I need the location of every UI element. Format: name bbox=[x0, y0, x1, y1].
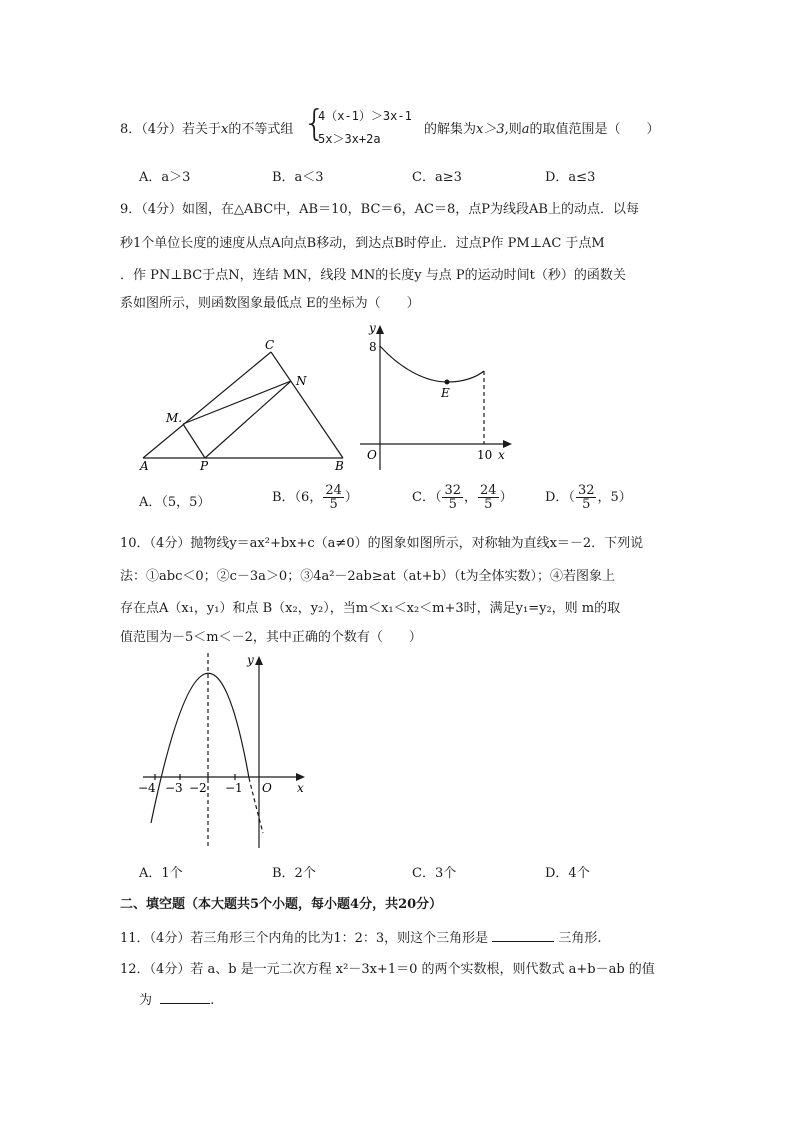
tick-label-m4: −4 bbox=[138, 781, 156, 795]
y-axis-arrow bbox=[376, 325, 384, 334]
q9-option-c[interactable] bbox=[412, 484, 513, 511]
label-c: C bbox=[265, 338, 275, 352]
parabola-dashed bbox=[249, 778, 263, 833]
q12-answer-blank[interactable] bbox=[160, 991, 210, 1004]
q9-line-2: 秒1个单位长度的速度从点A向点B移动，到达点B时停止．过点P作 PM⊥AC 于点M bbox=[120, 236, 605, 251]
tick-label-m1: −1 bbox=[225, 781, 243, 795]
q10-option-a[interactable]: A．1个 bbox=[139, 866, 183, 881]
q9-option-c-fraction-1 bbox=[442, 484, 463, 511]
q9-option-a[interactable]: A．（5，5） bbox=[139, 495, 211, 510]
label-a: A bbox=[140, 459, 149, 473]
q8-inequality-2: 5x＞3x+2a bbox=[318, 132, 381, 146]
q8-brace: { bbox=[303, 103, 326, 144]
fraction-numerator: 32 bbox=[444, 483, 461, 498]
q11-prefix: 11．（4分）若三角形三个内角的比为1：2：3，则这个三角形是 bbox=[120, 931, 489, 946]
graph-label-8: 8 bbox=[369, 340, 377, 354]
graph-label-x: x bbox=[297, 781, 304, 795]
q8-mid: 的不等式组 bbox=[228, 122, 294, 137]
graph-label-o: O bbox=[367, 448, 377, 462]
q9-option-d-fraction bbox=[576, 484, 597, 511]
q9-option-c-sep: ， bbox=[464, 490, 478, 505]
q9-option-b-fraction bbox=[323, 484, 344, 511]
graph-label-e: E bbox=[441, 386, 450, 400]
q8-stem-tail bbox=[424, 118, 660, 137]
q10-line-4: 值范围为－5＜m＜－2，其中正确的个数有（ ） bbox=[120, 630, 422, 645]
tick-label-m2: −2 bbox=[189, 781, 207, 795]
q10-option-c[interactable]: C．3个 bbox=[412, 866, 457, 881]
q9-line-4: 系如图所示，则函数图象最低点 E的坐标为（ ） bbox=[120, 296, 420, 311]
q9-option-b[interactable] bbox=[272, 484, 358, 511]
fraction-denominator: 5 bbox=[329, 497, 338, 512]
segment-mn bbox=[183, 381, 291, 424]
fraction-numerator: 24 bbox=[480, 483, 497, 498]
q10-line-3: 存在点A（x₁，y₁）和点 B（x₂，y₂），当m＜x₁＜x₂＜m+3时，满足y₁=y₂，则 m的取 bbox=[120, 601, 621, 616]
q8-option-b[interactable]: B．a＜3 bbox=[272, 170, 324, 185]
fraction-numerator: 32 bbox=[577, 483, 595, 498]
q8-var-a: a bbox=[521, 122, 530, 137]
q8-inequality-1: 4（x-1）＞3x-1 bbox=[318, 109, 412, 123]
q9-option-c-fraction-2 bbox=[478, 484, 499, 511]
q9-line-1: 9．（4分）如图，在△ABC中，AB＝10，BC＝6，AC＝8，点P为线段AB上的动点．以每 bbox=[120, 202, 639, 217]
q8-option-a[interactable]: A．a＞3 bbox=[139, 170, 191, 185]
y-axis-arrow bbox=[255, 656, 263, 665]
q8-suffix-b: ,则 bbox=[504, 122, 522, 137]
q8-prefix: 8．（4分）若关于 bbox=[120, 122, 222, 137]
q8-suffix-c: 的取值范围是（ ） bbox=[529, 122, 660, 137]
q9-triangle-figure bbox=[130, 335, 360, 475]
q9-option-d-suffix: ，5） bbox=[597, 490, 632, 505]
parabola-solid bbox=[151, 673, 249, 823]
q8-option-c[interactable]: C．a≥3 bbox=[412, 170, 462, 185]
q12-line-2 bbox=[139, 989, 214, 1008]
segment-pm bbox=[183, 424, 205, 458]
graph-label-y: y bbox=[247, 653, 254, 667]
q8-suffix-a: 的解集为 bbox=[424, 122, 477, 137]
label-m: M. bbox=[166, 411, 183, 425]
mn-length-curve bbox=[380, 346, 484, 382]
q9-line-3: ．作 PN⊥BC于点N，连结 MN，线段 MN的长度y 与点 P的运动时间t（秒）的函数关 bbox=[120, 268, 626, 283]
q10-option-d[interactable]: D．4个 bbox=[545, 866, 590, 881]
point-e bbox=[445, 380, 450, 385]
segment-pn bbox=[205, 381, 291, 458]
x-axis-arrow bbox=[296, 773, 305, 781]
q9-option-b-suffix: ） bbox=[344, 490, 358, 505]
q9-option-d[interactable] bbox=[545, 484, 632, 511]
fraction-denominator: 5 bbox=[448, 497, 457, 512]
q9-option-b-prefix: B．（6， bbox=[272, 490, 323, 505]
graph-label-y: y bbox=[369, 321, 376, 335]
q11-stem bbox=[120, 927, 602, 946]
q10-line-1: 10．（4分）抛物线y＝ax²+bx+c（a≠0）的图象如图所示，对称轴为直线x＝－2．下列说 bbox=[120, 536, 644, 551]
q9-option-d-prefix: D．（ bbox=[545, 490, 575, 505]
q9-option-c-suffix: ） bbox=[499, 490, 513, 505]
q8-var-x: x bbox=[221, 122, 229, 137]
q8-option-d[interactable]: D．a≤3 bbox=[545, 170, 596, 185]
q11-suffix: 三角形. bbox=[558, 931, 602, 946]
section-2-title: 二、填空题（本大题共5个小题，每小题4分，共20分） bbox=[120, 897, 443, 912]
q11-answer-blank[interactable] bbox=[492, 929, 554, 942]
q9-option-c-prefix: C．（ bbox=[412, 490, 442, 505]
q12-line2-suffix: . bbox=[210, 993, 215, 1008]
tick-label-m3: −3 bbox=[165, 781, 183, 795]
label-p: P bbox=[200, 459, 209, 473]
segment-bc bbox=[271, 352, 343, 458]
segment-ac bbox=[143, 352, 271, 458]
graph-label-o: O bbox=[262, 781, 272, 795]
label-b: B bbox=[335, 459, 344, 473]
x-axis-arrow bbox=[503, 440, 512, 448]
fraction-numerator: 24 bbox=[325, 483, 342, 498]
q10-parabola-graph bbox=[135, 648, 315, 853]
q9-function-graph bbox=[355, 320, 520, 470]
q12-line2-prefix: 为 bbox=[139, 993, 153, 1008]
fraction-denominator: 5 bbox=[484, 497, 493, 512]
fraction-denominator: 5 bbox=[582, 497, 591, 512]
q10-line-2: 法：①abc＜0；②c－3a＞0；③4a²－2ab≥at（at+b）（t为全体实数）；④若图象上 bbox=[120, 569, 616, 584]
q10-option-b[interactable]: B．2个 bbox=[272, 866, 316, 881]
label-n: N bbox=[296, 374, 307, 388]
q8-stem bbox=[120, 118, 293, 137]
q12-line-1: 12．（4分）若 a、b 是一元二次方程 x²－3x+1＝0 的两个实数根，则代数式 a+b－ab 的值 bbox=[120, 962, 655, 977]
graph-label-10: 10 bbox=[477, 448, 493, 462]
graph-label-x: x bbox=[498, 448, 505, 462]
q8-cond: x＞3 bbox=[476, 122, 505, 137]
